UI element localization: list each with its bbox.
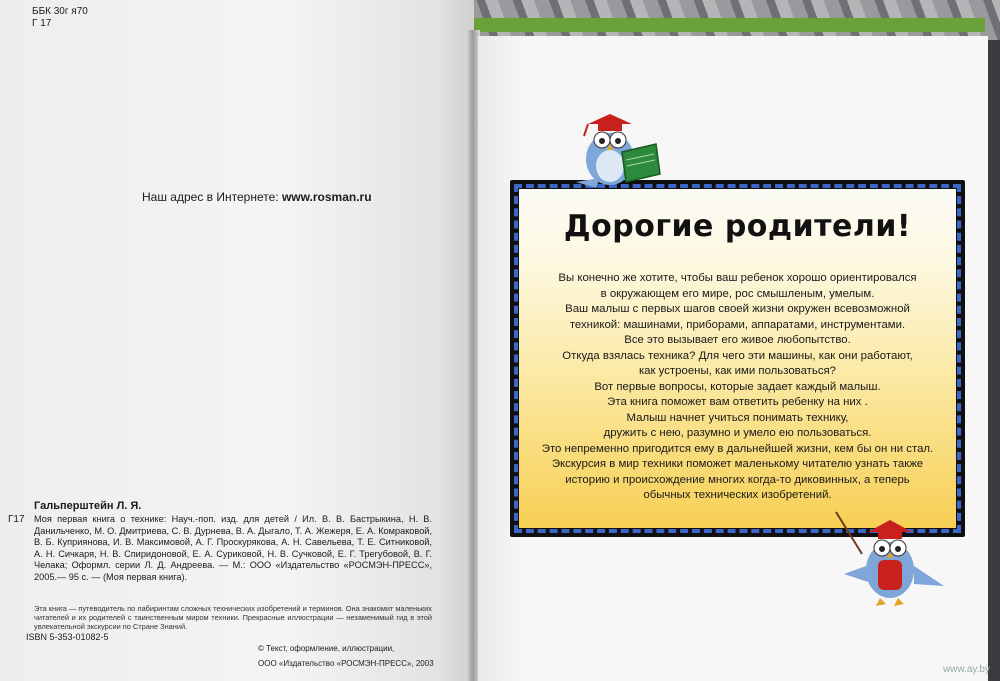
message-line: Эта книга поможет вам ответить ребенку на них .	[607, 396, 868, 408]
message-line: Экскурсия в мир техники поможет маленькому читателю узнать также	[551, 458, 924, 470]
index-code: Г17	[8, 514, 25, 525]
website-url: www.rosman.ru	[281, 190, 372, 204]
isbn: ISBN 5-353-01082-5	[26, 632, 109, 642]
website-line	[142, 190, 372, 204]
bbk-code: ББК 30г я70	[32, 6, 88, 17]
message-line: Вот первые вопросы, которые задает каждый малыш.	[594, 380, 881, 393]
message-panel	[519, 189, 956, 528]
message-line: как устроены, как ими пользоваться?	[638, 365, 837, 377]
index-code-top: Г 17	[32, 18, 52, 29]
copyright-line-1: © Текст, оформление, иллюстрации,	[258, 644, 395, 653]
owl-teacher-illustration	[832, 508, 950, 610]
message-line: Это непременно пригодится ему в дальнейшей жизни, кем бы он ни стал.	[541, 442, 934, 455]
message-line: Все это вызывает его живое любопытство.	[624, 334, 851, 346]
book-cover-edge	[455, 18, 985, 32]
message-line: историю и происхождение многих когда-то диковинных, а теперь	[565, 473, 910, 486]
message-line: техникой: машинами, приборами, аппаратами, инструментами.	[569, 318, 906, 331]
message-line: обычных технических изобретений.	[643, 489, 832, 501]
message-line: дружить с нею, разумно и умело ею пользоваться.	[603, 427, 872, 439]
bibliographic-description: Моя первая книга о технике: Науч.-поп. изд. для детей / Ил. В. В. Бастрыкина, Н. В. Данильченко, М. О. Дмитриева, С. В. Дурнева, В. А. Дыгало, Т. А. Жежеря, Е. А. Комраковой, В. Б. Куприянова, И. В. Максимовой, А. Г. Проскурякова, А. Н. Савельева, Т. Е. Ситниковой, А. Н. Сичкаря, Н. В. Спиридоновой, Е. А. Суриковой, Н. В. Сучковой, Е. Г. Трегубовой, В. Г. Челака; Оформл. серии Л. Д. Андреева. — М.: ООО «Издательство «РОСМЭН-ПРЕСС», 2005.— 95 с. — (Моя первая книга).	[34, 514, 432, 582]
message-line: Ваш малыш с первых шагов своей жизни окружен всевозможной	[565, 303, 910, 315]
owl-reading-illustration	[570, 104, 666, 194]
message-line: Малыш начнет учиться понимать технику,	[626, 411, 849, 424]
website-label: Наш адрес в Интернете:	[142, 190, 279, 204]
watermark: www.ay.by	[942, 664, 990, 675]
book-annotation: Эта книга — путеводитель по лабиринтам сложных технических изобретений и терминов. Она знакомит маленьких читателей и их родителей с таинственным миром техники. Прекрасные иллюстрации — незаменимый гид в этой увлекательной экскурсии по Стране Знаний.	[34, 604, 432, 631]
classification-block	[32, 6, 88, 30]
message-line: Вы конечно же хотите, чтобы ваш ребенок хорошо ориентировался	[558, 272, 917, 284]
message-body	[519, 271, 956, 504]
left-page	[0, 0, 474, 681]
author-name: Гальперштейн Л. Я.	[34, 500, 142, 512]
copyright-line-2: ООО «Издательство «РОСМЭН-ПРЕСС», 2003	[258, 659, 434, 668]
message-line: Откуда взялась техника? Для чего эти машины, как они работают,	[562, 349, 913, 362]
page-heading: Дорогие родители!	[563, 209, 912, 244]
message-line: в окружающем его мире, рос смышленым, умелым.	[600, 287, 875, 300]
